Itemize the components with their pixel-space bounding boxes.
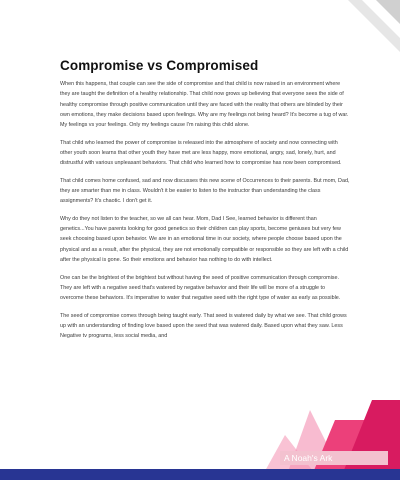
paragraph: That child comes home confused, sad and now discusses this new scene of Occurrences to their parents. But mom, Dad, they are smarter than me in class. Wouldn't it be easier to listen to the instructor than understanding the class assignments? It's chaotic. I don't get it. xyxy=(60,177,350,205)
document-body xyxy=(60,58,350,349)
paragraph: That child who learned the power of compromise is released into the atmosphere of society and now connecting with other youth soon learns that other youth they have met are less happy, more emotional, angry, sad, lonely, hurt, and distrustful with various unpleasant behaviors. That child who learned how to compromise has now been compromised. xyxy=(60,139,342,167)
document-title: Compromise vs Compromised xyxy=(60,58,259,73)
page-corner-decoration xyxy=(348,0,400,52)
paragraph: Why do they not listen to the teacher, so we all can hear. Mom, Dad I See, learned behavior is different than genetics...You have parents looking for good genetics so their children can play sports, become geniuses but very few seek choosing based upon behavior. We are in an emotional time in our society, where people choose based upon the physical and as a result, after the physical, they are not emotionally compatible or responsible so they are left with a child after the physical is gone. So their emotions and behavior has nothing to do with intellect. xyxy=(60,215,349,264)
paragraph: One can be the brightest of the brightest but without having the seed of positive communication through compromise. They are left with a negative seed that's watered by negative behavior and their life will be more of a struggle to overcome these behaviors. It's imperative to water that negative seed with the right type of water as early as possible. xyxy=(60,274,341,302)
paragraph: The seed of compromise comes through being taught early. That seed is watered daily by what we see. That child grows up with an understanding of finding love based upon the seed that was watered daily. Based upon what they saw. Less Negative tv programs, less social media, and xyxy=(60,312,347,340)
paragraph: When this happens, that couple can see the side of compromise and that child is now raised in an environment where they are taught the definition of a healthy relationship. That child now grows up believing that everyone sees the side of healthy compromise through positive communication until they are faced with the reality that others are blinded by their own emotions, they make decisions based upon feelings. Why are my feelings not being heard? It's become a tug of war. My feelings vs your feelings. Only my feelings cause I'm raising this child alone. xyxy=(60,81,349,129)
brand-label: A Noah's Ark xyxy=(280,451,388,465)
footer-bar xyxy=(0,469,400,480)
footer-decoration xyxy=(0,380,400,480)
